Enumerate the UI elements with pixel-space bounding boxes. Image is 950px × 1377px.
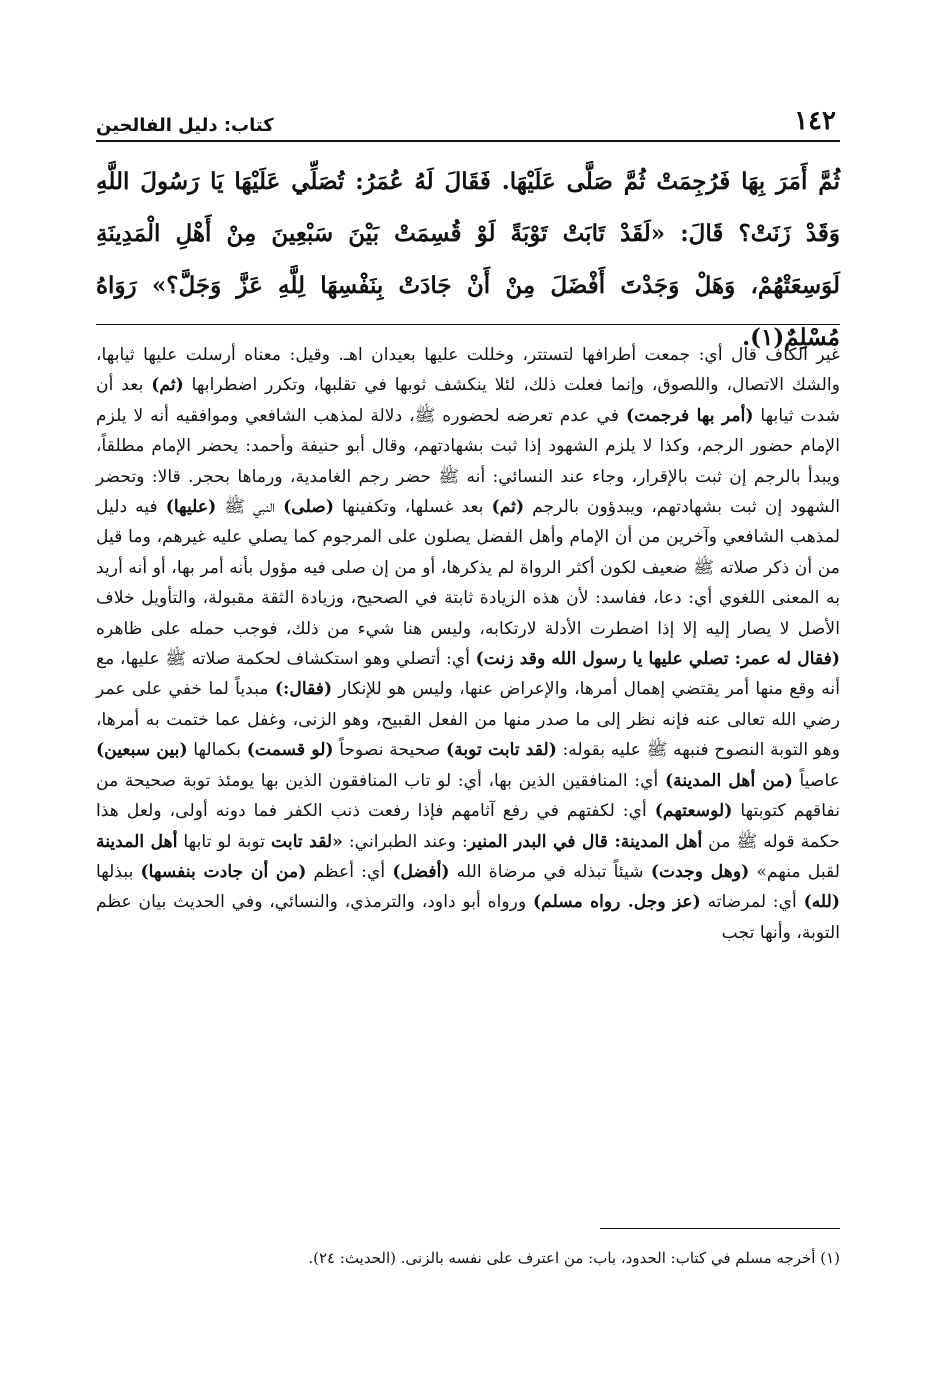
commentary-quote: (أفضل) — [392, 861, 450, 882]
commentary-text: ببذلها — [96, 861, 141, 882]
page-header — [96, 96, 836, 136]
hadith-divider — [96, 324, 840, 325]
commentary-text: بكمالها — [187, 740, 247, 761]
commentary-quote: (لوسعتهم) — [654, 801, 733, 822]
hadith-text: ثُمَّ أَمَرَ بِهَا فَرُجِمَتْ ثُمَّ صَلَّى عَلَيْهَا. فَقَالَ لَهُ عُمَرُ: تُصَلِّي عَلَيْهَا يَا رَسُولَ اللَّهِ وَقَدْ زَنَتْ؟ قَالَ: «لَقَدْ تَابَتْ تَوْبَةً لَوْ قُسِمَتْ بَيْنَ سَبْعِينَ مِنْ أَهْلِ الْمَدِينَةِ لَوَسِعَتْهُمْ، وَهَلْ وَجَدْتَ أَفْضَلَ مِنْ أَنْ جَادَتْ بِنَفْسِهَا لِلَّهِ عَزَّ وَجَلَّ؟» رَوَاهُ مُسْلِمٌ(١). — [96, 168, 840, 351]
commentary-text: غير الكاف قال أي: جمعت أطرافها لتستتر، وخللت عليها بعيدان اهـ. وقيل: معناه أرسلت عليها ثيابها، والشك الاتصال، واللصوق، وإنما فعلت ذلك، لئلا ينكشف ثوبها في تقلبها، وتكرر اضطرابها — [96, 345, 840, 396]
footnote: (١) أخرجه مسلم في كتاب: الحدود، باب: من اعترف على نفسه بالزنى. (الحديث: ٢٤). — [308, 1249, 840, 1267]
commentary-quote: (من أن جادت بنفسها) — [140, 861, 307, 882]
commentary-text: صحيحة نصوحاً — [333, 740, 447, 761]
commentary-text: مبدياً لما خفي على عمر رضي الله تعالى عنه فإنه نظر إلى ما صدر منها من الفعل القبيح، وهو الزنى، وغفل عما ختمت به أمرها، وهو التوبة النصوح فنبهه ﷺ عليه بقوله: — [96, 679, 841, 761]
commentary-text: في عدم تعرضه لحضوره ﷺ، دلالة لمذهب الشافعي وموافقيه أنه لا يلزم الإمام حضور الرجم، وكذا لا يلزم الشهود إذا ثبت بشهادتهم، وقال أبو حنيفة وأحمد: يحضر الإمام مطلقاً، ويبدأ بالرجم إن ثبت بالإقرار، وجاء عند النسائي: أنه ﷺ حضر رجم الغامدية، ورماها بحجر. قالا: وتحضر الشهود إن ثبت بشهادتهم، ويبدؤون بالرجم — [96, 405, 841, 518]
commentary-quote: أهل المدينة — [96, 831, 178, 852]
commentary-quote: (عليها) — [165, 497, 217, 518]
commentary-quote: (أمر بها فرجمت) — [625, 405, 754, 426]
commentary-text: أي: أتصلي وهو استكشاف لحكمة صلاته ﷺ عليها، مع أنه وقع منها أمر يقتضي إهمال أمرها، والإعراض عنها، وليس هو للإنكار — [96, 649, 840, 700]
commentary-quote: (بين سبعين) — [96, 740, 188, 761]
commentary-text: ورواه أبو داود، والترمذي، والنسائي، وفي الحديث بيان عظم التوبة، وأنها تجب — [96, 892, 840, 943]
commentary-text: النبي ﷺ — [216, 497, 284, 518]
commentary-quote: (لو قسمت) — [246, 740, 334, 761]
commentary-text: أي: المنافقين الذين بها، أي: لو تاب المنافقون الذين بها يومئذ توبة صحيحة من نفاقهم كتوبتها — [96, 770, 840, 822]
commentary-quote: (عز وجل. رواه مسلم) — [533, 892, 701, 913]
page-number: ١٤٢ — [794, 106, 836, 136]
commentary-quote: (لقد تابت توبة) — [446, 740, 557, 761]
commentary-text: أي: لكفتهم في رفع آثامهم فإذا رفعت ذنب الكفر فما دونه أولى، ولعل هذا حكمة قوله ﷺ من — [96, 801, 840, 852]
commentary-text: توبة لو تابها — [177, 831, 272, 852]
commentary-body — [96, 340, 840, 948]
commentary-quote: (ثم) — [491, 497, 525, 518]
commentary-text: أي: أعظم — [306, 861, 393, 882]
commentary-quote: (ثم) — [151, 375, 184, 396]
commentary-quote: أهل المدينة: قال في البدر المنير — [467, 831, 703, 852]
commentary-quote: (فقال:) — [274, 679, 333, 700]
header-divider — [96, 140, 840, 142]
commentary-text: عاصياً — [792, 770, 840, 791]
commentary-text: شيئاً تبذله في مرضاة الله — [449, 861, 651, 882]
commentary-quote: (فقال له عمر: تصلي عليها يا رسول الله وقد زنت) — [475, 649, 840, 670]
commentary-quote: «لقد تابت — [271, 831, 343, 852]
book-title: كتاب: دليل الفالحين — [96, 115, 274, 136]
commentary-quote: (صلى) — [283, 497, 335, 518]
footnote-divider — [600, 1228, 840, 1229]
commentary-quote: (وهل وجدت) — [650, 861, 750, 882]
commentary-quote: (من أهل المدينة) — [664, 770, 793, 791]
commentary-text: : وعند الطبراني: — [342, 831, 468, 852]
commentary-text: بعد غسلها، وتكفينها — [334, 497, 492, 518]
commentary-text: بعد أن شدت ثيابها — [96, 375, 840, 426]
commentary-text: أي: لمرضاته — [700, 892, 804, 913]
commentary-quote: (لله) — [803, 892, 840, 913]
commentary-paragraph — [96, 340, 840, 948]
commentary-text: فيه دليل لمذهب الشافعي وآخرين من أن الإمام وأهل الفضل يصلون على المرجوم كما يصلي عليه غيرهم، وما قيل من أن ذكر صلاته ﷺ ضعيف لكون أكثر الرواة لم يذكرها، أو من إن صلى فيه مؤول بأنه أمر بها، أو أنه أريد به المعنى اللغوي أي: دعا، ففاسد: لأن هذه الزيادة ثابتة في الصحيح، وزيادة الثقة مقبولة، والتأويل خلاف الأصل لا يصار إليه إلا إذا اضطرت الأدلة لارتكابه، وليس هنا شيء من ذلك، فوجب حمله على ظاهره — [96, 497, 840, 639]
commentary-text: لقبل منهم» — [749, 861, 840, 882]
